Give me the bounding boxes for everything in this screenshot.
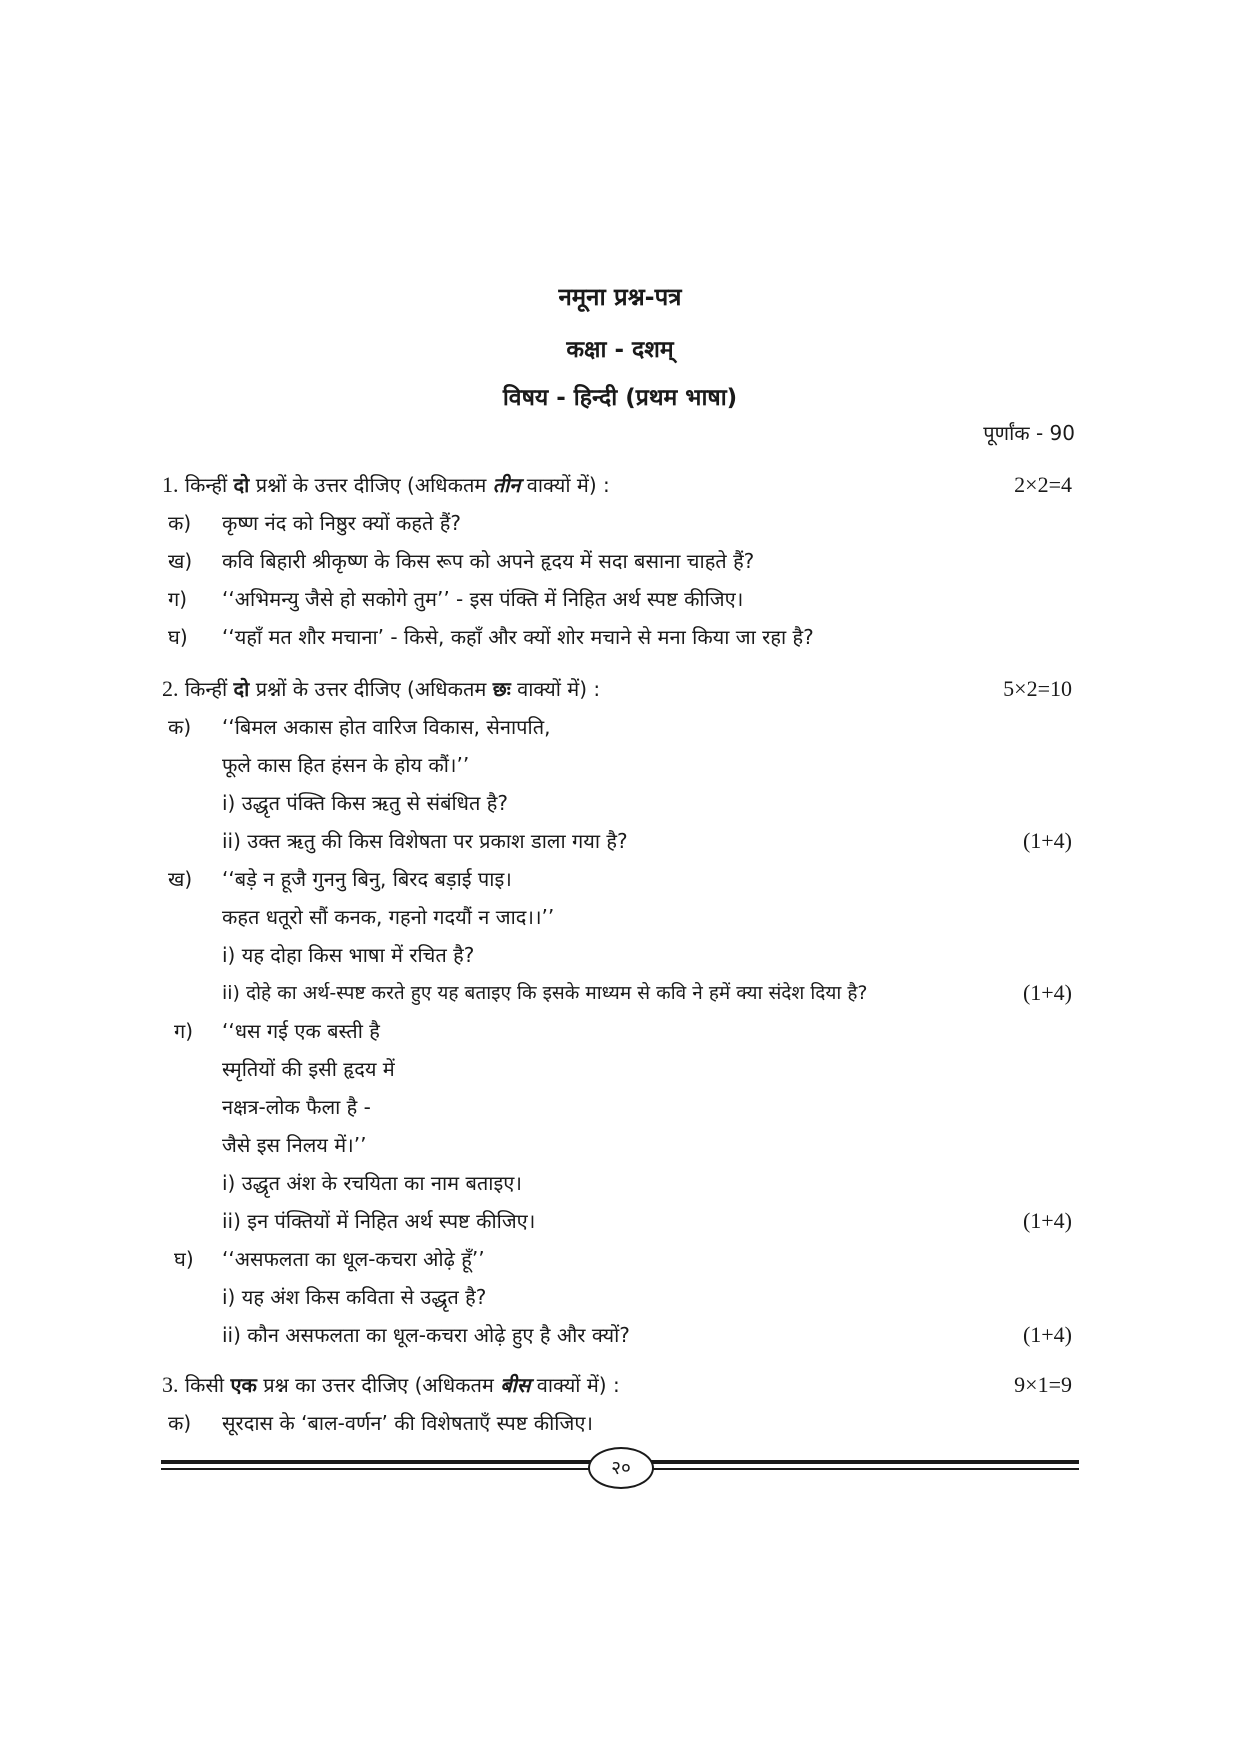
q2-number: 2. — [162, 676, 179, 701]
q3-number: 3. — [162, 1372, 179, 1397]
q2-text-e: वाक्यों में) : — [510, 677, 601, 701]
q1-item-label: ख) — [168, 549, 193, 573]
q1-text-c: प्रश्नों के उत्तर दीजिए (अधिकतम — [249, 473, 493, 497]
q1-text-e: वाक्यों में) : — [520, 473, 610, 497]
q2b-verse-line: कहत धतूरो सौं कनक, गहनो गदयौं न जाद।।’’ — [222, 905, 555, 929]
q2c-verse-line: ‘‘धस गई एक बस्ती है — [222, 1019, 380, 1043]
q2c-verse-line: नक्षत्र-लोक फैला है - — [222, 1095, 371, 1119]
q2c-verse-line: जैसे इस निलय में।’’ — [222, 1133, 367, 1157]
q3-text-c: प्रश्न का उत्तर दीजिए (अधिकतम — [256, 1373, 501, 1397]
q1-item-text: कवि बिहारी श्रीकृष्ण के किस रूप को अपने हृदय में सदा बसाना चाहते हैं? — [222, 549, 755, 573]
q3-text-a: किसी — [184, 1373, 231, 1397]
q2-text-d: छः — [492, 677, 511, 701]
q3-item-text: सूरदास के ‘बाल-वर्णन’ की विशेषताएँ स्पष्ट कीजिए। — [222, 1411, 593, 1435]
q2-heading — [162, 674, 600, 704]
q1-item-label: घ) — [168, 625, 188, 649]
q2a-subquestion: i) उद्धृत पंक्ति किस ऋतु से संबंधित है? — [222, 791, 508, 815]
q2c-label: ग) — [174, 1019, 194, 1043]
q1-text-a: किन्हीं — [184, 473, 234, 497]
q2c-subquestion: ii) इन पंक्तियों में निहित अर्थ स्पष्ट कीजिए। — [222, 1209, 536, 1233]
q2a-label: क) — [168, 715, 192, 739]
q1-item-text: ‘‘यहाँ मत शौर मचाना’ - किसे, कहाँ और क्यों शोर मचाने से मना किया जा रहा है? — [222, 625, 814, 649]
q2b-verse-line: ‘‘बड़े न हूजै गुननु बिनु, बिरद बड़ाई पाइ। — [222, 867, 512, 891]
q2d-verse-line: ‘‘असफलता का धूल-कचरा ओढ़े हूँ’’ — [222, 1247, 485, 1271]
q1-item-text: कृष्ण नंद को निष्ठुर क्यों कहते हैं? — [222, 511, 461, 535]
q1-item-label: ग) — [168, 587, 188, 611]
q2d-subquestion: ii) कौन असफलता का धूल-कचरा ओढ़े हुए है और क्यों? — [222, 1323, 630, 1347]
q2b-subquestion: i) यह दोहा किस भाषा में रचित है? — [222, 943, 475, 967]
q3-marks: 9×1=9 — [1014, 1372, 1072, 1397]
q3-text-e: वाक्यों में) : — [530, 1373, 620, 1397]
q2-text-a: किन्हीं — [184, 677, 234, 701]
page-title: नमूना प्रश्न-पत्र — [558, 283, 682, 311]
q3-item-label: क) — [168, 1411, 192, 1435]
full-marks: पूर्णांक - 90 — [983, 421, 1075, 445]
q1-item-label: क) — [168, 511, 192, 535]
q2d-marks: (1+4) — [1022, 1322, 1072, 1347]
q2-text-b: दो — [233, 677, 250, 701]
q2c-marks: (1+4) — [1022, 1208, 1072, 1233]
q2a-subquestion: ii) उक्त ऋतु की किस विशेषता पर प्रकाश डाला गया है? — [222, 829, 628, 853]
q2b-subquestion: ii) दोहे का अर्थ-स्पष्ट करते हुए यह बताइए कि इसके माध्यम से कवि ने हमें क्या संदेश दिया है? — [222, 982, 868, 1004]
q1-text-b: दो — [233, 473, 250, 497]
q2-marks: 5×2=10 — [1003, 676, 1072, 701]
q1-heading — [162, 470, 610, 500]
q1-marks: 2×2=4 — [1014, 472, 1072, 497]
q3-text-b: एक — [230, 1373, 257, 1397]
q3-text-d: बीस — [500, 1373, 531, 1397]
class-label: कक्षा - दशम् — [566, 337, 674, 363]
q2b-label: ख) — [168, 867, 193, 891]
q3-heading — [162, 1370, 620, 1400]
q2c-subquestion: i) उद्धृत अंश के रचयिता का नाम बताइए। — [222, 1171, 522, 1195]
q2a-verse-line: ‘‘बिमल अकास होत वारिज विकास, सेनापति, — [222, 715, 551, 739]
q2d-label: घ) — [174, 1247, 194, 1271]
q1-text-d: तीन — [492, 473, 521, 497]
q2-text-c: प्रश्नों के उत्तर दीजिए (अधिकतम — [249, 677, 493, 701]
q2a-marks: (1+4) — [1022, 828, 1072, 853]
q2a-verse-line: फूले कास हित हंसन के होय कौं।’’ — [222, 753, 470, 777]
page-number: २० — [588, 1447, 654, 1489]
q1-item-text: ‘‘अभिमन्यु जैसे हो सकोगे तुम’’ - इस पंक्ति में निहित अर्थ स्पष्ट कीजिए। — [222, 587, 744, 611]
q2c-verse-line: स्मृतियों की इसी हृदय में — [222, 1057, 395, 1081]
q2b-marks: (1+4) — [1022, 980, 1072, 1005]
q1-number: 1. — [162, 472, 179, 497]
subject-label: विषय - हिन्दी (प्रथम भाषा) — [502, 385, 738, 411]
q2d-subquestion: i) यह अंश किस कविता से उद्धृत है? — [222, 1285, 487, 1309]
